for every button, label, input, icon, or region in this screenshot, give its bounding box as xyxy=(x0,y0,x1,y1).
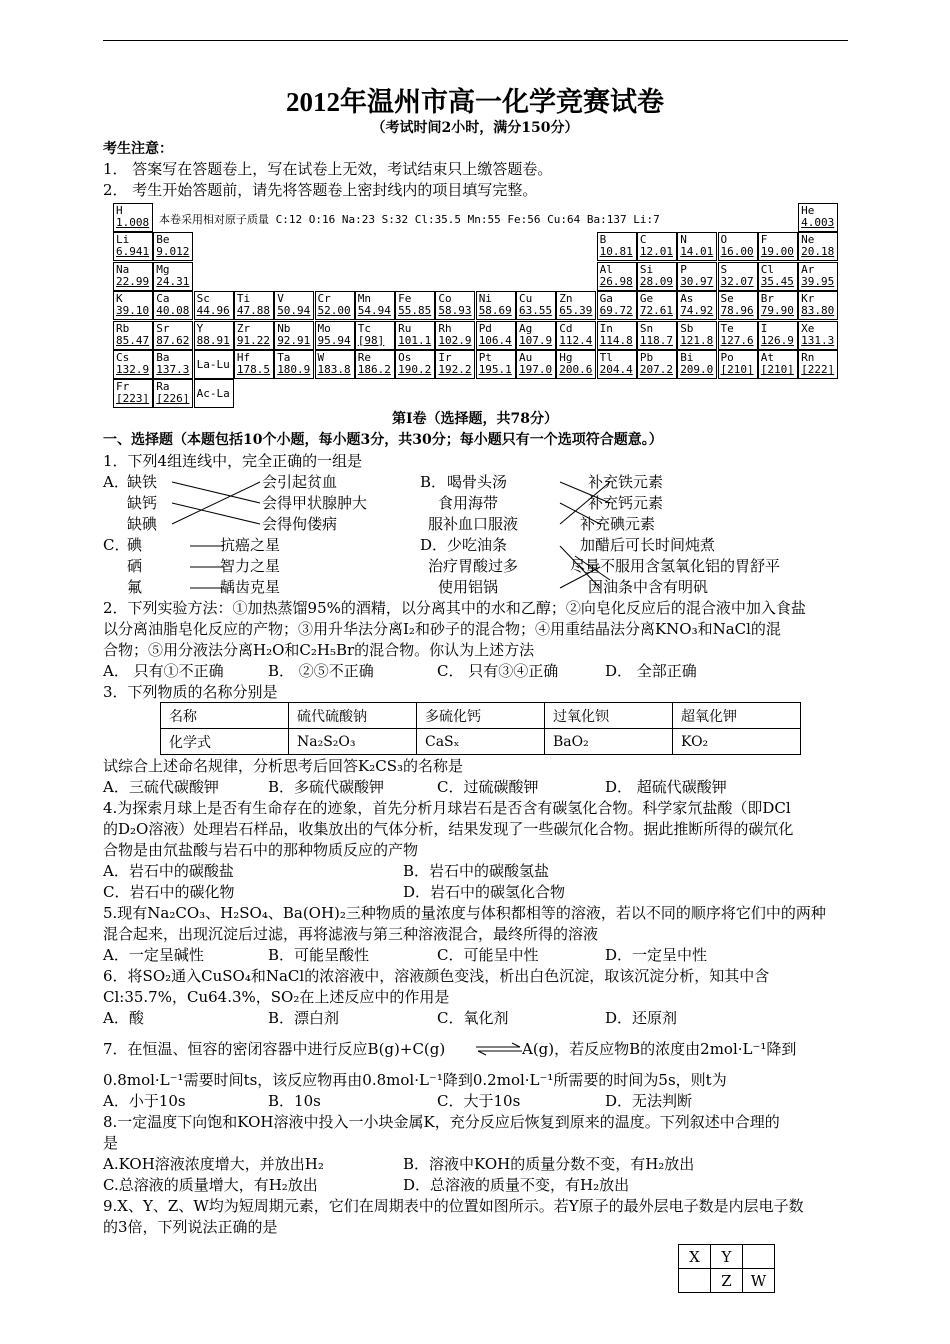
element-symbol: Ca xyxy=(156,292,170,306)
element-mass: [98] xyxy=(357,333,385,347)
element-symbol: Zn xyxy=(559,292,573,306)
element-mass: 92.91 xyxy=(277,333,311,347)
element-symbol: Pt xyxy=(478,351,492,364)
element-mass: 190.2 xyxy=(398,363,432,376)
element-symbol: As xyxy=(680,292,694,306)
element-symbol: Fr xyxy=(116,380,130,394)
section-heading: 一、选择题（本题包括10个小题，每小题3分，共30分；每小题只有一个选项符合题意。） xyxy=(103,432,663,448)
connector-line xyxy=(172,482,260,524)
q8-option-c: C.总溶液的质量增大，有H₂放出 xyxy=(103,1176,318,1194)
q1-c-label: C． xyxy=(103,536,130,554)
q3-option-b: B．多硫代碳酸钾 xyxy=(268,778,385,796)
element-mass: 30.97 xyxy=(680,274,714,288)
atomic-mass-note: 本卷采用相对原子质量 C:12 O:16 Na:23 S:32 Cl:35.5 Mn:55 Fe:56 Cu:64 Ba:137 Li:7 xyxy=(159,213,660,226)
q1-b-right: 补充铁元素 xyxy=(588,473,664,491)
q7-option-a: A．小于10s xyxy=(103,1092,186,1110)
element-symbol: Nb xyxy=(277,321,291,335)
element-mass: 118.7 xyxy=(639,333,674,347)
element-mass: 65.39 xyxy=(559,304,593,318)
q1-d-label: D． xyxy=(420,536,448,554)
grid-cell: W xyxy=(743,1269,775,1293)
element-symbol: Li xyxy=(116,233,130,247)
element-symbol: Ir xyxy=(438,351,452,364)
q6-option-a: A．酸 xyxy=(103,1009,144,1027)
element-symbol: Cl xyxy=(760,262,775,276)
element-mass: [210] xyxy=(760,363,794,376)
q2-line: 以分离油脂皂化反应的产物；③用升华法分离I₂和砂子的混合物；④用重结晶法分离KNO₃和NaCl的混 xyxy=(103,620,781,638)
grid-cell: Z xyxy=(711,1269,743,1293)
q1-a-left: 缺碘 xyxy=(127,515,158,533)
element-mass: 55.85 xyxy=(398,304,432,318)
q2-option-b: B． ②⑤不正确 xyxy=(268,662,374,680)
element-symbol: Tl xyxy=(599,351,613,364)
q5-option-c: C．可能呈中性 xyxy=(437,946,539,964)
element-mass: 44.96 xyxy=(196,304,230,318)
q5-line: 5.现有Na₂CO₃、H₂SO₄、Ba(OH)₂三种物质的量浓度与体积都相等的溶液，若以不同的顺序将它们中的两种 xyxy=(103,904,826,922)
element-symbol: Si xyxy=(639,262,654,276)
element-mass: 58.69 xyxy=(478,304,512,318)
q1-a-right: 会引起贫血 xyxy=(262,473,338,491)
table-cell: Na₂S₂O₃ xyxy=(289,729,417,755)
element-symbol: Ac-La xyxy=(196,387,230,401)
q1-c-left: 氟 xyxy=(127,578,143,596)
element-symbol: Sb xyxy=(680,321,694,335)
element-symbol: H xyxy=(116,204,123,217)
connector-line xyxy=(575,556,610,580)
q9-line: 的3倍，下列说法正确的是 xyxy=(103,1218,278,1236)
element-symbol: Sr xyxy=(156,321,170,335)
element-mass: 63.55 xyxy=(519,304,553,318)
element-mass: 72.61 xyxy=(639,304,674,318)
connector-line xyxy=(560,482,610,524)
connector-line xyxy=(560,482,610,503)
element-symbol: Ni xyxy=(478,292,492,306)
q1-b-right: 补充碘元素 xyxy=(580,515,656,533)
element-mass: 1.008 xyxy=(116,216,150,229)
q3-option-a: A．三硫代碳酸钾 xyxy=(103,778,219,796)
element-mass: 78.96 xyxy=(720,304,754,318)
q1-a-right: 会得佝偻病 xyxy=(262,515,338,533)
element-mass: 39.95 xyxy=(801,274,835,288)
element-symbol: Mo xyxy=(317,321,331,335)
q1-d-left: 使用铝锅 xyxy=(438,578,499,596)
element-mass: 91.22 xyxy=(236,333,271,347)
q1-c-right: 智力之星 xyxy=(220,557,281,575)
q8-option-d: D．总溶液的质量不变，有H₂放出 xyxy=(403,1176,630,1194)
element-mass: [223] xyxy=(116,392,150,406)
element-mass: 26.98 xyxy=(599,274,633,288)
element-mass: 178.5 xyxy=(236,363,271,376)
element-mass: 192.2 xyxy=(438,363,472,376)
element-symbol: Ti xyxy=(236,292,251,306)
q7-line1b: A(g)，若反应物B的浓度由2mol·L⁻¹降到 xyxy=(522,1040,797,1058)
q3-after: 试综合上述命名规律，分析思考后回答K₂CS₃的名称是 xyxy=(103,757,463,775)
q7-option-c: C．大于10s xyxy=(437,1092,521,1110)
element-mass: 107.9 xyxy=(519,333,553,347)
element-symbol: B xyxy=(599,233,607,247)
element-mass: 102.9 xyxy=(438,333,472,347)
element-symbol: Be xyxy=(156,233,170,247)
element-symbol: He xyxy=(801,204,815,217)
element-mass: 121.8 xyxy=(680,333,714,347)
element-mass: 87.62 xyxy=(156,333,190,347)
element-symbol: Zr xyxy=(236,321,251,335)
element-mass: 4.003 xyxy=(801,216,835,229)
element-mass: 83.80 xyxy=(801,304,835,318)
element-symbol: O xyxy=(720,233,728,247)
q1-b-right: 补充钙元素 xyxy=(588,494,664,512)
element-mass: 127.6 xyxy=(720,333,754,347)
element-symbol: Rh xyxy=(438,321,452,335)
element-symbol: Na xyxy=(116,262,130,276)
element-symbol: Cs xyxy=(116,351,130,364)
element-symbol: Cu xyxy=(519,292,533,306)
element-mass: 137.3 xyxy=(156,363,190,376)
element-symbol: Au xyxy=(519,351,533,364)
q1-b-left: 喝骨头汤 xyxy=(447,473,508,491)
element-symbol: Cd xyxy=(559,321,573,335)
q2-line: 2．下列实验方法：①加热蒸馏95%的酒精，以分离其中的水和乙醇；②向皂化反应后的混合液中加入食盐 xyxy=(103,599,806,617)
element-symbol: Sc xyxy=(196,292,210,306)
element-symbol: Xe xyxy=(801,321,815,335)
q3-option-d: D． 超硫代碳酸钾 xyxy=(605,778,727,796)
element-mass: 40.08 xyxy=(156,304,190,318)
element-mass: 195.1 xyxy=(478,363,512,376)
q7-option-b: B．10s xyxy=(268,1092,321,1110)
q1-a-right: 会得甲状腺肿大 xyxy=(262,494,368,512)
q5-option-b: B．可能呈酸性 xyxy=(268,946,370,964)
q6-option-b: B．漂白剂 xyxy=(268,1009,340,1027)
element-mass: 74.92 xyxy=(680,304,714,318)
page-subtitle: （考试时间2小时，满分150分） xyxy=(371,120,579,136)
element-mass: 22.99 xyxy=(116,274,150,288)
element-symbol: Hf xyxy=(236,351,251,364)
q9-line: 9.X、Y、Z、W均为短周期元素，它们在周期表中的位置如图所示。若Y原子的最外层电子数是内层电子数 xyxy=(103,1197,804,1215)
q8-option-a: A.KOH溶液浓度增大，并放出H₂ xyxy=(103,1155,324,1173)
q2-line: 合物；⑤用分液法分离H₂O和C₂H₅Br的混合物。你认为上述方法 xyxy=(103,641,535,659)
q8-line: 8.一定温度下向饱和KOH溶液中投入一小块金属K，充分反应后恢复到原来的温度。下列叙述中合理的 xyxy=(103,1113,780,1131)
table-cell: 超氧化钾 xyxy=(673,703,801,729)
element-symbol: Se xyxy=(720,292,734,306)
element-symbol: V xyxy=(277,292,284,306)
element-symbol: Kr xyxy=(801,292,815,306)
element-symbol: Co xyxy=(438,292,452,306)
q4-line: 4.为探索月球上是否有生命存在的迹象，首先分析月球岩石是否含有碳氢化合物。科学家氘盐酸（即DCl xyxy=(103,799,791,817)
element-symbol: Al xyxy=(599,262,613,276)
q8-line: 是 xyxy=(103,1134,119,1152)
element-mass: 52.00 xyxy=(317,304,351,318)
table-cell: 多硫化钙 xyxy=(417,703,545,729)
q4-option-d: D．岩石中的碳氢化合物 xyxy=(403,883,566,901)
q3-option-c: C．过硫碳酸钾 xyxy=(437,778,539,796)
element-symbol: Pd xyxy=(478,321,492,335)
element-symbol: N xyxy=(680,233,687,247)
q6-line: Cl:35.7%，Cu64.3%，SO₂在上述反应中的作用是 xyxy=(103,988,450,1006)
element-symbol: Os xyxy=(398,351,412,364)
element-mass: 183.8 xyxy=(317,363,351,376)
q9-element-grid xyxy=(678,1244,775,1293)
element-mass: 9.012 xyxy=(156,245,190,259)
connector-line xyxy=(560,503,600,524)
element-mass: 16.00 xyxy=(720,245,754,259)
element-symbol: Ge xyxy=(639,292,654,306)
q2-option-a: A． 只有①不正确 xyxy=(103,662,224,680)
element-symbol: Y xyxy=(196,321,204,335)
element-symbol: Pb xyxy=(639,351,654,364)
page-title: 2012年温州市高一化学竞赛试卷 xyxy=(286,87,664,117)
q1-d-right: 加醋后可长时间炖煮 xyxy=(580,536,716,554)
element-symbol: Hg xyxy=(559,351,573,364)
q4-line: 合物是由氘盐酸与岩石中的那种物质反应的产物 xyxy=(103,841,419,859)
element-mass: 47.88 xyxy=(236,304,271,318)
table-cell: BaO₂ xyxy=(545,729,673,755)
element-mass: 200.6 xyxy=(559,363,593,376)
element-mass: 39.10 xyxy=(116,304,150,318)
element-symbol: Ar xyxy=(801,262,815,276)
reversible-arrow-icon xyxy=(474,1041,524,1057)
q1-d-left: 少吃油条 xyxy=(447,536,508,554)
q3-stem: 3．下列物质的名称分别是 xyxy=(103,683,278,701)
connector-line xyxy=(172,482,260,503)
table-cell: 化学式 xyxy=(161,729,289,755)
q5-line: 混合起来，出现沉淀后过滤，再将滤液与第三种溶液混合，最终所得的溶液 xyxy=(103,925,599,943)
element-mass: 28.09 xyxy=(639,274,674,288)
element-mass: 112.4 xyxy=(559,333,593,347)
grid-cell xyxy=(679,1269,711,1293)
element-mass: 95.94 xyxy=(317,333,351,347)
element-symbol: W xyxy=(317,351,325,364)
element-mass: 20.18 xyxy=(801,245,835,259)
element-mass: 101.1 xyxy=(398,333,432,347)
element-mass: 24.31 xyxy=(156,274,190,288)
element-mass: 12.01 xyxy=(639,245,674,259)
q7-line1a: 7．在恒温、恒容的密闭容器中进行反应B(g)+C(g) xyxy=(103,1040,446,1058)
element-mass: 106.4 xyxy=(478,333,512,347)
table-cell: 硫代硫酸钠 xyxy=(289,703,417,729)
element-symbol: Fe xyxy=(398,292,412,306)
element-symbol: Tc xyxy=(357,321,372,335)
element-symbol: Ta xyxy=(277,351,291,364)
element-symbol: Ga xyxy=(599,292,613,306)
element-mass: 35.45 xyxy=(760,274,794,288)
element-symbol: La-Lu xyxy=(196,358,230,371)
element-mass: [222] xyxy=(801,363,835,376)
q1-a-left: 缺钙 xyxy=(127,494,158,512)
element-mass: 10.81 xyxy=(599,245,633,259)
element-mass: 85.47 xyxy=(116,333,150,347)
q1-c-right: 抗癌之星 xyxy=(220,536,281,554)
q1-b-label: B． xyxy=(420,473,447,491)
q1-c-left: 碘 xyxy=(127,536,143,554)
element-mass: 58.93 xyxy=(438,304,472,318)
element-mass: 32.07 xyxy=(720,274,754,288)
table-cell: KO₂ xyxy=(673,729,801,755)
element-symbol: Rn xyxy=(801,351,815,364)
element-mass: 14.01 xyxy=(680,245,714,259)
q3-name-table xyxy=(160,702,801,755)
q1-c-left: 硒 xyxy=(127,557,143,575)
element-symbol: C xyxy=(639,233,647,247)
q5-option-a: A．一定呈碱性 xyxy=(103,946,204,964)
element-mass: [210] xyxy=(720,363,754,376)
q7-line2: 0.8mol·L⁻¹需要时间ts，该反应物再由0.8mol·L⁻¹降到0.2mol·L⁻¹所需要的时间为5s，则t为 xyxy=(103,1071,727,1089)
element-mass: 88.91 xyxy=(196,333,230,347)
q4-option-a: A．岩石中的碳酸盐 xyxy=(103,862,234,880)
q7-option-d: D．无法判断 xyxy=(605,1092,693,1110)
element-mass: 114.8 xyxy=(599,333,633,347)
q1-a-left: 缺铁 xyxy=(127,473,158,491)
q6-option-d: D．还原剂 xyxy=(605,1009,678,1027)
element-symbol: K xyxy=(116,292,123,306)
q5-option-d: D．一定呈中性 xyxy=(605,946,708,964)
q4-option-b: B．岩石中的碳酸氢盐 xyxy=(403,862,550,880)
q1-d-right: 尽量不服用含氢氧化铝的胃舒平 xyxy=(570,557,781,575)
q1-b-left: 服补血口服液 xyxy=(428,515,519,533)
table-cell: CaSₓ xyxy=(417,729,545,755)
element-symbol: Ra xyxy=(156,380,170,394)
grid-cell: X xyxy=(679,1245,711,1269)
element-mass: 186.2 xyxy=(357,363,391,376)
notice-item: 2． 考生开始答题前，请先将答题卷上密封线内的项目填写完整。 xyxy=(103,181,538,199)
element-symbol: Cr xyxy=(317,292,331,306)
grid-cell xyxy=(743,1245,775,1269)
element-symbol: Sn xyxy=(639,321,654,335)
element-symbol: In xyxy=(599,321,613,335)
element-symbol: At xyxy=(760,351,775,364)
element-symbol: Mg xyxy=(156,262,170,276)
part1-heading: 第Ⅰ卷（选择题，共78分） xyxy=(391,411,559,427)
q1-b-left: 食用海带 xyxy=(438,494,499,512)
connector-line xyxy=(560,546,600,588)
element-symbol: S xyxy=(720,262,728,276)
notice-item: 1． 答案写在答题卷上，写在试卷上无效，考试结束只上缴答题卷。 xyxy=(103,160,553,178)
q1-a-label: A． xyxy=(103,473,129,491)
q4-line: 的D₂O溶液）处理岩石样品，收集放出的气体分析，结果发现了一些碳氘化合物。据此推断所得的碳氘化 xyxy=(103,820,794,838)
element-symbol: F xyxy=(760,233,768,247)
grid-cell: Y xyxy=(711,1245,743,1269)
element-mass: 79.90 xyxy=(760,304,794,318)
q2-option-d: D． 全部正确 xyxy=(605,662,697,680)
element-mass: 19.00 xyxy=(760,245,794,259)
element-symbol: Mn xyxy=(357,292,372,306)
element-symbol: Br xyxy=(760,292,775,306)
connector-line xyxy=(560,567,600,588)
table-cell: 名称 xyxy=(161,703,289,729)
element-mass: 54.94 xyxy=(357,304,391,318)
q1-stem: 1．下列4组连线中，完全正确的一组是 xyxy=(103,452,363,470)
element-symbol: I xyxy=(760,321,768,335)
connector-line xyxy=(172,503,260,524)
element-symbol: Po xyxy=(720,351,734,364)
element-symbol: Rb xyxy=(116,321,130,335)
q6-line: 6．将SO₂通入CuSO₄和NaCl的浓溶液中，溶液颜色变浅，析出白色沉淀，取该沉淀分析，知其中含 xyxy=(103,967,770,985)
element-mass: 126.9 xyxy=(760,333,794,347)
q1-d-right: 因油条中含有明矾 xyxy=(588,578,709,596)
element-symbol: Re xyxy=(357,351,372,364)
q1-d-left: 治疗胃酸过多 xyxy=(428,557,519,575)
element-symbol: Ba xyxy=(156,351,170,364)
element-symbol: Ru xyxy=(398,321,412,335)
element-mass: 180.9 xyxy=(277,363,311,376)
q2-option-c: C． 只有③④正确 xyxy=(437,662,559,680)
element-symbol: Ag xyxy=(519,321,533,335)
table-cell: 过氧化钡 xyxy=(545,703,673,729)
element-symbol: P xyxy=(680,262,687,276)
element-mass: 69.72 xyxy=(599,304,633,318)
element-mass: 6.941 xyxy=(116,245,150,259)
element-mass: 132.9 xyxy=(116,363,150,376)
element-mass: 207.2 xyxy=(639,363,674,376)
q6-option-c: C．氧化剂 xyxy=(437,1009,509,1027)
q4-option-c: C．岩石中的碳化物 xyxy=(103,883,235,901)
element-mass: 197.0 xyxy=(519,363,553,376)
element-mass: 209.0 xyxy=(680,363,714,376)
q8-option-b: B．溶液中KOH的质量分数不变，有H₂放出 xyxy=(403,1155,695,1173)
q1-c-right: 龋齿克星 xyxy=(220,578,281,596)
element-mass: [226] xyxy=(156,392,190,406)
notice-heading: 考生注意： xyxy=(103,141,173,157)
element-symbol: Te xyxy=(720,321,734,335)
element-symbol: Bi xyxy=(680,351,694,364)
element-mass: 50.94 xyxy=(277,304,311,318)
element-mass: 131.3 xyxy=(801,333,835,347)
element-symbol: Ne xyxy=(801,233,815,247)
element-mass: 204.4 xyxy=(599,363,633,376)
